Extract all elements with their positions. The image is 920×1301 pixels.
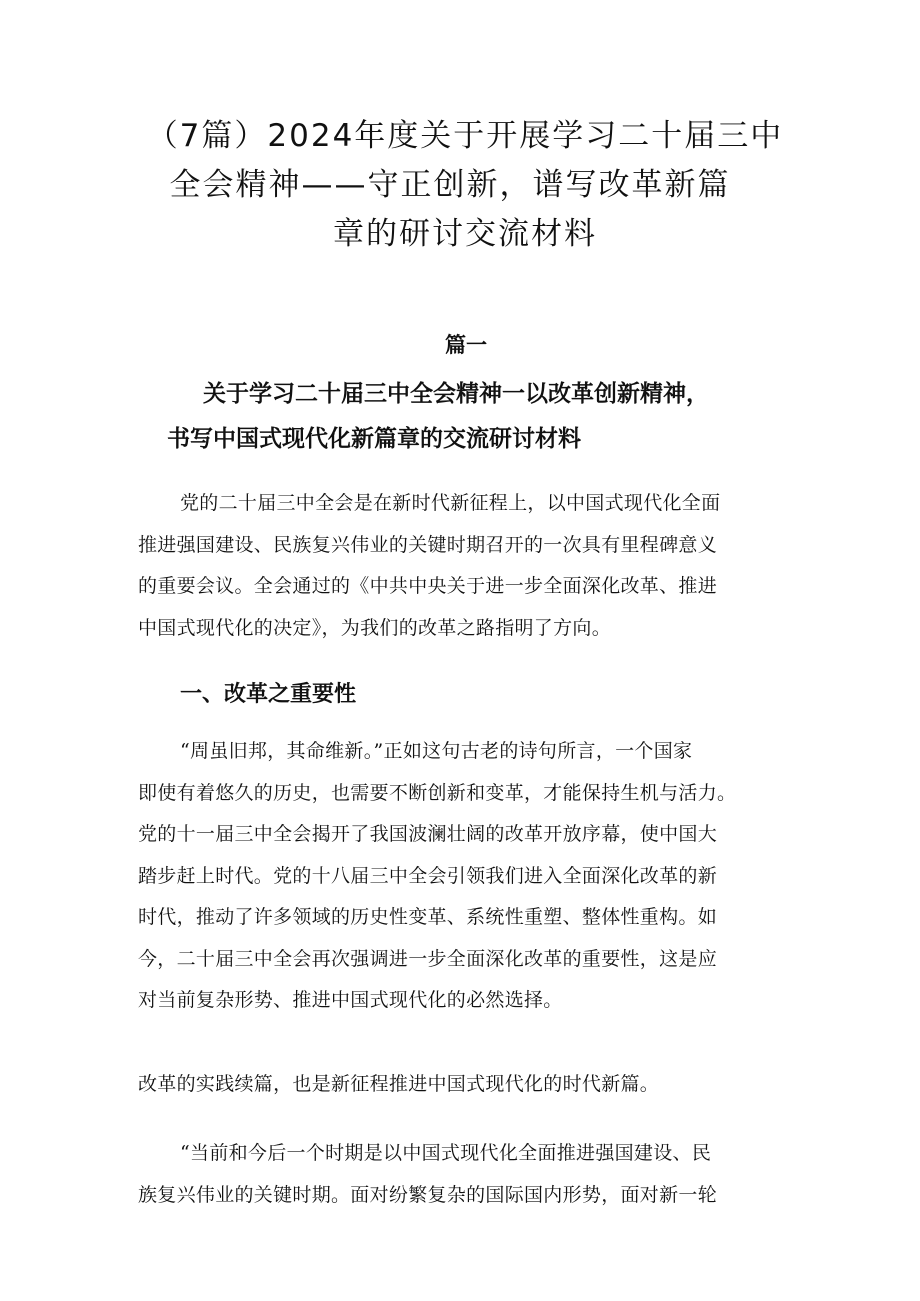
title-line: （7篇）2024年度关于开展学习二十届三中 [146, 118, 784, 154]
text-line: 中国式现代化的决定》，为我们的改革之路指明了方向。 [138, 616, 612, 639]
text-line: 党的二十届三中全会是在新时代新征程上，以中国式现代化全面 [180, 492, 721, 514]
title-line: 全会精神——守正创新，谱写改革新篇 [169, 167, 731, 203]
paragraph-importance [138, 731, 798, 1022]
paragraph-intro [138, 483, 798, 649]
text-line: 的重要会议。全会通过的《中共中央关于进一步全面深化改革、推进 [138, 575, 718, 597]
text-line: 改革的实践续篇，也是新征程推进中国式现代化的时代新篇。 [138, 1073, 660, 1095]
article-title-line: 关于学习二十届三中全会精神一以改革创新精神， [203, 381, 709, 407]
text-line: “周虽旧邦，其命维新。”正如这句古老的诗句所言，一个国家 [180, 740, 693, 762]
text-line: 时代，推动了许多领域的历史性变革、系统性重塑、整体性重构。如 [138, 906, 718, 928]
text-line: 即使有着悠久的历史，也需要不断创新和变革，才能保持生机与活力。 [138, 781, 737, 804]
text-line: 族复兴伟业的关键时期。面对纷繁复杂的国际国内形势，面对新一轮 [138, 1183, 718, 1206]
article-title-line: 书写中国式现代化新篇章的交流研讨材料 [167, 426, 581, 452]
title-line: 章的研讨交流材料 [333, 216, 597, 252]
text-line: 踏步赶上时代。党的十八届三中全会引领我们进入全面深化改革的新 [138, 864, 718, 887]
paragraph-quote [138, 1133, 798, 1216]
text-line: 推进强国建设、民族复兴伟业的关键时期召开的一次具有里程碑意义 [138, 533, 718, 556]
text-line: 今，二十届三中全会再次强调进一步全面深化改革的重要性，这是应 [138, 947, 718, 970]
section-heading: 一、改革之重要性 [180, 682, 357, 707]
text-line: 对当前复杂形势、推进中国式现代化的必然选择。 [138, 989, 563, 1011]
paragraph-continuation [138, 1064, 798, 1106]
document-title [0, 112, 920, 259]
section-label: 篇一 [445, 333, 487, 357]
article-title [0, 372, 920, 462]
text-line: “当前和今后一个时期是以中国式现代化全面推进强国建设、民 [180, 1142, 712, 1164]
text-line: 党的十一届三中全会揭开了我国波澜壮阔的改革开放序幕，使中国大 [138, 823, 718, 845]
